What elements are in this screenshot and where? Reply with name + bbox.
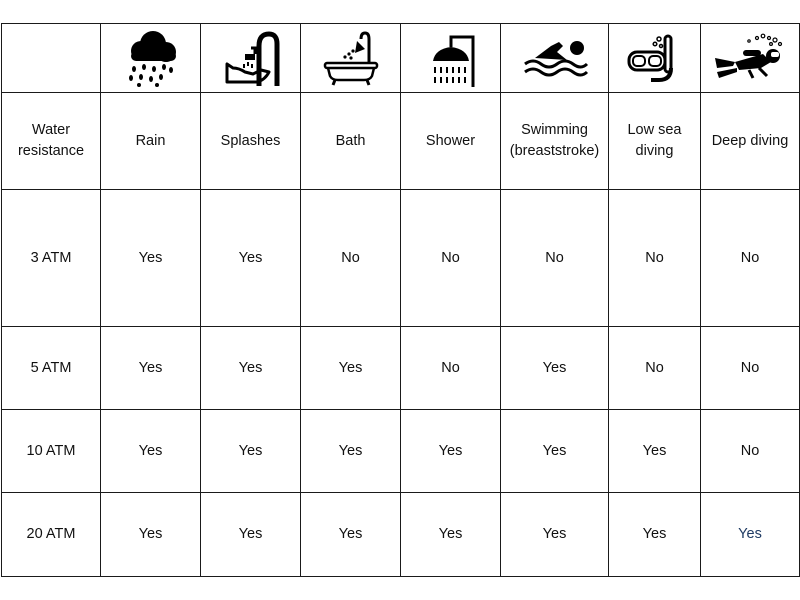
- table-row: [2, 493, 800, 577]
- table-cell: Yes: [609, 493, 701, 577]
- column-label: Swimming (breaststroke): [501, 93, 609, 190]
- column-label: Splashes: [201, 93, 301, 190]
- table-cell: Yes: [401, 493, 501, 577]
- column-label: Deep diving: [701, 93, 800, 190]
- table-cell: Yes: [401, 410, 501, 493]
- activity-header-row: [2, 93, 800, 190]
- table-cell: Yes: [301, 493, 401, 577]
- table-cell: No: [301, 190, 401, 327]
- table-cell: Yes: [101, 410, 201, 493]
- table-cell: Yes: [301, 410, 401, 493]
- deep-diving-icon-cell: [701, 24, 800, 93]
- table-cell: Yes: [101, 493, 201, 577]
- shower-icon: [421, 29, 481, 87]
- table-row: [2, 410, 800, 493]
- table-row: [2, 327, 800, 410]
- rain-icon-cell: [101, 24, 201, 93]
- column-label: Shower: [401, 93, 501, 190]
- table-cell: Yes: [201, 410, 301, 493]
- row-rating: 5 ATM: [2, 327, 101, 410]
- table-cell: Yes: [101, 327, 201, 410]
- table-cell: No: [701, 327, 800, 410]
- faucet-hand-icon: [221, 28, 281, 88]
- table-cell: No: [501, 190, 609, 327]
- table-cell: Yes: [701, 493, 800, 577]
- table-row: [2, 190, 800, 327]
- snorkel-mask-icon: [625, 32, 685, 84]
- column-label: Bath: [301, 93, 401, 190]
- table-cell: Yes: [609, 410, 701, 493]
- shower-icon-cell: [401, 24, 501, 93]
- table-cell: Yes: [301, 327, 401, 410]
- icon-row: [2, 24, 800, 93]
- rain-cloud-icon: [121, 29, 181, 87]
- corner-cell: [2, 24, 101, 93]
- table-cell: No: [609, 327, 701, 410]
- row-rating: 10 ATM: [2, 410, 101, 493]
- table-cell: No: [401, 327, 501, 410]
- table-cell: Yes: [501, 410, 609, 493]
- row-rating: 3 ATM: [2, 190, 101, 327]
- table-cell: No: [701, 410, 800, 493]
- bath-icon-cell: [301, 24, 401, 93]
- water-resistance-table: [1, 23, 800, 577]
- bathtub-icon: [321, 29, 381, 87]
- column-label: Low sea diving: [609, 93, 701, 190]
- column-label: Rain: [101, 93, 201, 190]
- table-cell: Yes: [201, 493, 301, 577]
- table-cell: No: [401, 190, 501, 327]
- splashes-icon-cell: [201, 24, 301, 93]
- swimming-icon-cell: [501, 24, 609, 93]
- table-cell: Yes: [501, 493, 609, 577]
- table-cell: Yes: [501, 327, 609, 410]
- scuba-diver-icon: [713, 32, 787, 84]
- table-cell: Yes: [201, 327, 301, 410]
- table-cell: No: [609, 190, 701, 327]
- table-cell: No: [701, 190, 800, 327]
- header-label: Water resistance: [2, 93, 101, 190]
- row-rating: 20 ATM: [2, 493, 101, 577]
- low-sea-diving-icon-cell: [609, 24, 701, 93]
- table-cell: Yes: [101, 190, 201, 327]
- swimmer-icon: [521, 36, 589, 80]
- table-cell: Yes: [201, 190, 301, 327]
